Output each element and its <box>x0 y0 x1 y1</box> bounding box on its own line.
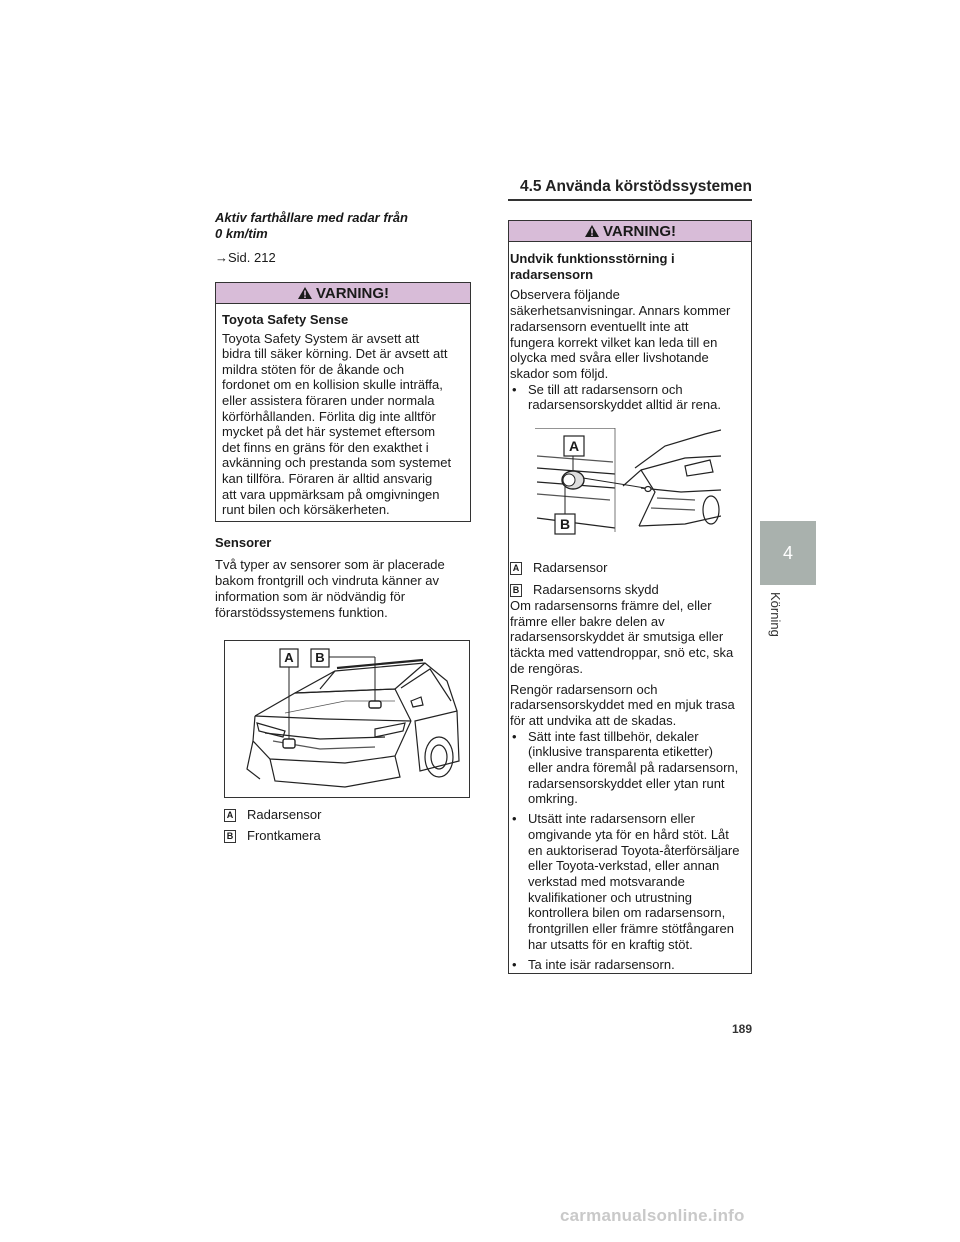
acc-heading-line: Aktiv farthållare med radar från <box>215 210 408 225</box>
legend-text: Frontkamera <box>247 828 321 843</box>
watermark: carmanualsonline.info <box>560 1206 745 1225</box>
text-line: omgivande yta för en hård stöt. Låt <box>528 826 729 842</box>
text-line: eller andra föremål på radarsensorn, <box>528 760 739 776</box>
text-line: runt bilen och körsäkerheten. <box>222 502 390 518</box>
warning-text <box>222 331 464 518</box>
legend-figure1 <box>224 807 321 844</box>
text-line: fordonet om en kollision skulle inträffa, <box>222 377 443 393</box>
car-front-illustration <box>225 641 469 797</box>
text-line: Observera följande <box>510 287 620 303</box>
text-line: för att undvika att de skadas. <box>510 712 677 728</box>
legend-key: A <box>224 809 236 822</box>
cleaning-instruction <box>510 682 749 729</box>
text-line: en auktoriserad Toyota-återförsäljare <box>528 842 740 858</box>
warning-title: Toyota Safety Sense <box>222 312 349 327</box>
text-line: radarsensorskyddet eller ytan runt <box>528 775 725 791</box>
text-line: olycka med svåra eller livshotande <box>510 350 709 366</box>
chapter-label: Körning <box>768 592 783 637</box>
text-line: Om radarsensorns främre del, eller <box>510 598 712 614</box>
text-line: radarsensorskyddet är smutsiga eller <box>510 629 724 645</box>
text-line: verkstad med motsvarande <box>528 873 685 889</box>
text-line: bakom frontgrill och vindruta känner av <box>215 573 440 588</box>
text-line: kontrollera bilen om radarsensorn, <box>528 905 726 921</box>
legend-text: Radarsensor <box>247 807 322 822</box>
bullet-item: • Se till att radarsensorn och radarsensorskyddet alltid är rena. <box>510 382 749 413</box>
acc-heading-line: 0 km/tim <box>215 226 268 241</box>
warning-intro <box>510 287 749 381</box>
callout-b: B <box>559 516 571 533</box>
text-line: Se till att radarsensorn och <box>528 381 683 397</box>
acc-heading <box>215 210 475 242</box>
warning-box-safety-sense <box>215 282 471 522</box>
legend-item <box>224 828 321 844</box>
section-title: 4.5 Använda körstödssystemen <box>519 178 752 195</box>
text-line: körförhållanden. Förlita dig inte alltför <box>222 408 436 424</box>
text-line: eller Toyota-verkstad, eller annan <box>528 858 720 874</box>
figure-radar-sensor <box>535 428 721 548</box>
bullet-item: • Ta inte isär radarsensorn. <box>510 957 749 973</box>
page-number: 189 <box>731 1022 752 1036</box>
text-line: att vara uppmärksam på omgivningen <box>222 486 440 502</box>
text-line: mildra stöten för de åkande och <box>222 361 405 377</box>
bullet-item: • Sätt inte fast tillbehör, dekaler (inklusive transparenta etiketter) eller andra föremål på radarsensorn, radarsensorskyddet eller ytan runt omkring. <box>510 729 749 808</box>
text-line: de rengöras. <box>510 660 583 676</box>
text-line: förarstödssystemens funktion. <box>215 605 388 620</box>
warning-triangle-icon <box>297 286 313 300</box>
legend-key: B <box>224 830 236 843</box>
legend-key: A <box>510 562 522 575</box>
legend-key: B <box>510 584 522 597</box>
text-line: radarsensorskyddet alltid är rena. <box>528 397 721 413</box>
callout-a: A <box>284 650 294 665</box>
text-line: täckta med vattendroppar, snö etc, ska <box>510 645 734 661</box>
sensors-description <box>215 557 475 621</box>
radar-sensor-marker <box>283 739 295 748</box>
cleaning-paragraph <box>510 598 749 677</box>
figure-car-sensors <box>224 640 470 798</box>
callout-b: B <box>315 650 325 665</box>
text-line: Utsätt inte radarsensorn eller <box>528 811 695 827</box>
text-line: kvalifikationer och utrustning <box>528 889 693 905</box>
text-line: radarsensorskyddet med en mjuk trasa <box>510 697 735 713</box>
warning-box-radar <box>508 220 752 974</box>
text-line: fungera korrekt vilket kan leda till en <box>510 334 718 350</box>
text-line: Toyota Safety System är avsett att <box>222 330 420 346</box>
text-line: kan tillföra. Föraren är alltid ansvarig <box>222 471 433 487</box>
warning-header <box>216 283 470 304</box>
text-line: Ta inte isär radarsensorn. <box>528 956 675 972</box>
legend-text: Radarsensorns skydd <box>533 582 659 598</box>
legend-item <box>224 807 321 823</box>
bullet-item: • Utsätt inte radarsensorn eller omgivande yta för en hård stöt. Låt en auktoriserad Toyota-återförsäljare eller Toyota-verkstad, eller annan verkstad med motsvarande kvalifikationer och utrustning kontrollera bilen om radarsensorn, frontgrillen eller främre stötfångaren har utsatts för en kraftig stöt. <box>510 811 749 952</box>
legend-text: Radarsensor <box>533 560 608 576</box>
text-line: eller assistera föraren under normala <box>222 393 435 409</box>
page-reference-link[interactable]: →Sid. 212 <box>215 250 276 265</box>
text-line: (inklusive transparenta etiketter) <box>528 744 713 760</box>
text-line: omkring. <box>528 791 578 807</box>
legend-item <box>510 582 749 598</box>
text-line: information som är nödvändig för <box>215 589 406 604</box>
text-line: bidra till säker körning. Det är avsett att <box>222 346 448 362</box>
text-line: mycket på det här systemet eftersom <box>222 424 436 440</box>
header-rule <box>508 199 752 201</box>
callout-a: A <box>568 438 580 455</box>
text-line: Sätt inte fast tillbehör, dekaler <box>528 728 699 744</box>
text-line: skador som följd. <box>510 365 609 381</box>
sensors-heading: Sensorer <box>215 535 272 550</box>
warning-label: VARNING! <box>315 284 390 302</box>
text-line: det finns en gräns för den exakthet i <box>222 439 429 455</box>
warning-label: VARNING! <box>602 222 677 240</box>
warning-title: Undvik funktionsstörning i <box>510 251 675 266</box>
text-line: avkänning och prestanda som systemet <box>222 455 452 471</box>
warning-title: radarsensorn <box>510 266 594 282</box>
text-line: har utsatts för en kraftig stöt. <box>528 936 693 952</box>
warning-header <box>509 221 751 242</box>
text-line: Rengör radarsensorn och <box>510 681 658 697</box>
text-line: radarsensorn eventuellt inte att <box>510 318 689 334</box>
chapter-tab[interactable]: 4 <box>760 521 816 585</box>
text-line: Två typer av sensorer som är placerade <box>215 557 445 572</box>
warning-triangle-icon <box>584 224 600 238</box>
legend-item <box>510 560 749 576</box>
text-line: säkerhetsanvisningar. Annars kommer <box>510 303 731 319</box>
text-line: frontgrillen eller främre stötfångaren <box>528 921 734 937</box>
front-camera-marker <box>369 701 381 708</box>
text-line: främre eller bakre delen av <box>510 613 665 629</box>
